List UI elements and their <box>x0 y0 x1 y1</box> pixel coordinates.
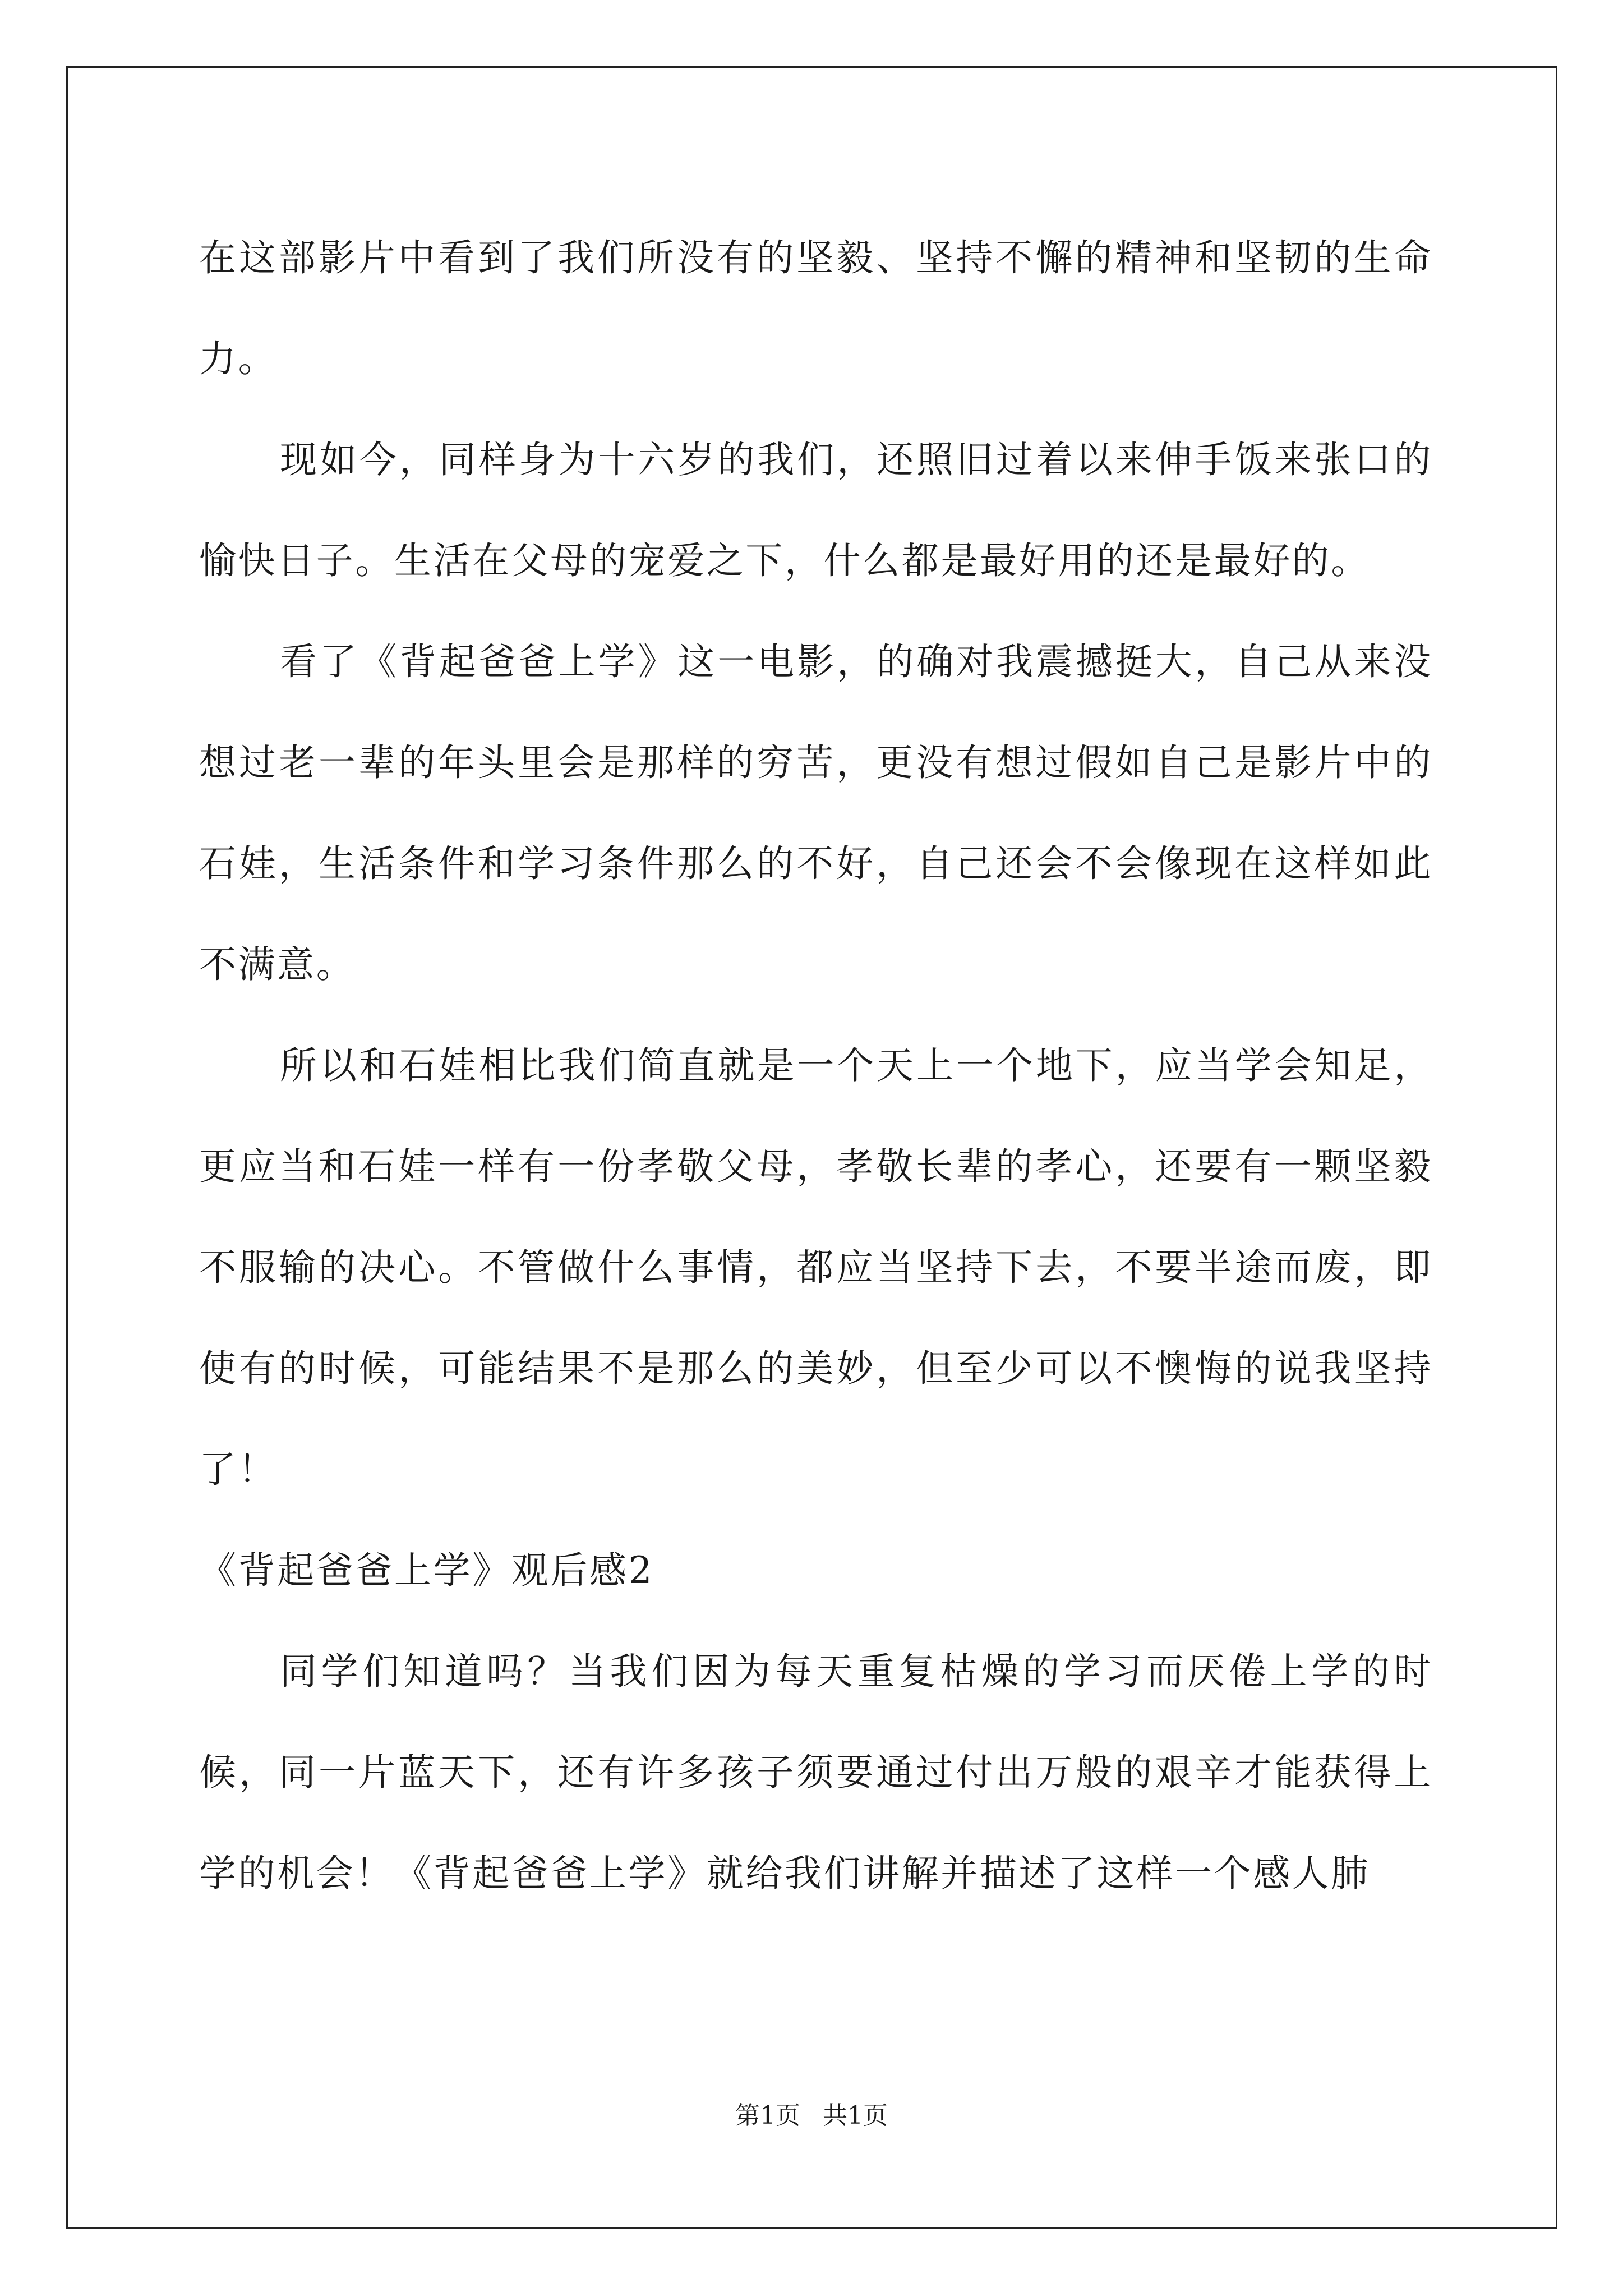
paragraph: 所以和石娃相比我们简直就是一个天上一个地下，应当学会知足，更应当和石娃一样有一份孝敬父母，孝敬长辈的孝心，还要有一颗坚毅不服输的决心。不管做什么事情，都应当坚持下去，不要半途而废，即使有的时候，可能结果不是那么的美妙，但至少可以不懊悔的说我坚持了！ <box>199 1044 1433 1491</box>
page-number: 第1页 <box>735 2101 800 2130</box>
paragraph: 同学们知道吗？当我们因为每天重复枯燥的学习而厌倦上学的时候，同一片蓝天下，还有许多孩子须要通过付出万般的艰辛才能获得上学的机会！《背起爸爸上学》就给我们讲解并描述了这样一个感人肺 <box>199 1650 1433 1895</box>
page-footer <box>0 2095 1623 2131</box>
section-heading: 《背起爸爸上学》观后感2 <box>199 1549 654 1592</box>
paragraph: 现如今，同样身为十六岁的我们，还照旧过着以来伸手饭来张口的愉快日子。生活在父母的宠爱之下，什么都是最好用的还是最好的。 <box>199 438 1433 582</box>
paragraph: 在这部影片中看到了我们所没有的坚毅、坚持不懈的精神和坚韧的生命力。 <box>199 236 1433 380</box>
paragraph: 看了《背起爸爸上学》这一电影，的确对我震撼挺大，自己从来没想过老一辈的年头里会是那样的穷苦，更没有想过假如自己是影片中的石娃，生活条件和学习条件那么的不好，自己还会不会像现在这样如此不满意。 <box>199 640 1433 986</box>
document-body <box>199 208 1433 1924</box>
page-total: 共1页 <box>823 2101 888 2130</box>
